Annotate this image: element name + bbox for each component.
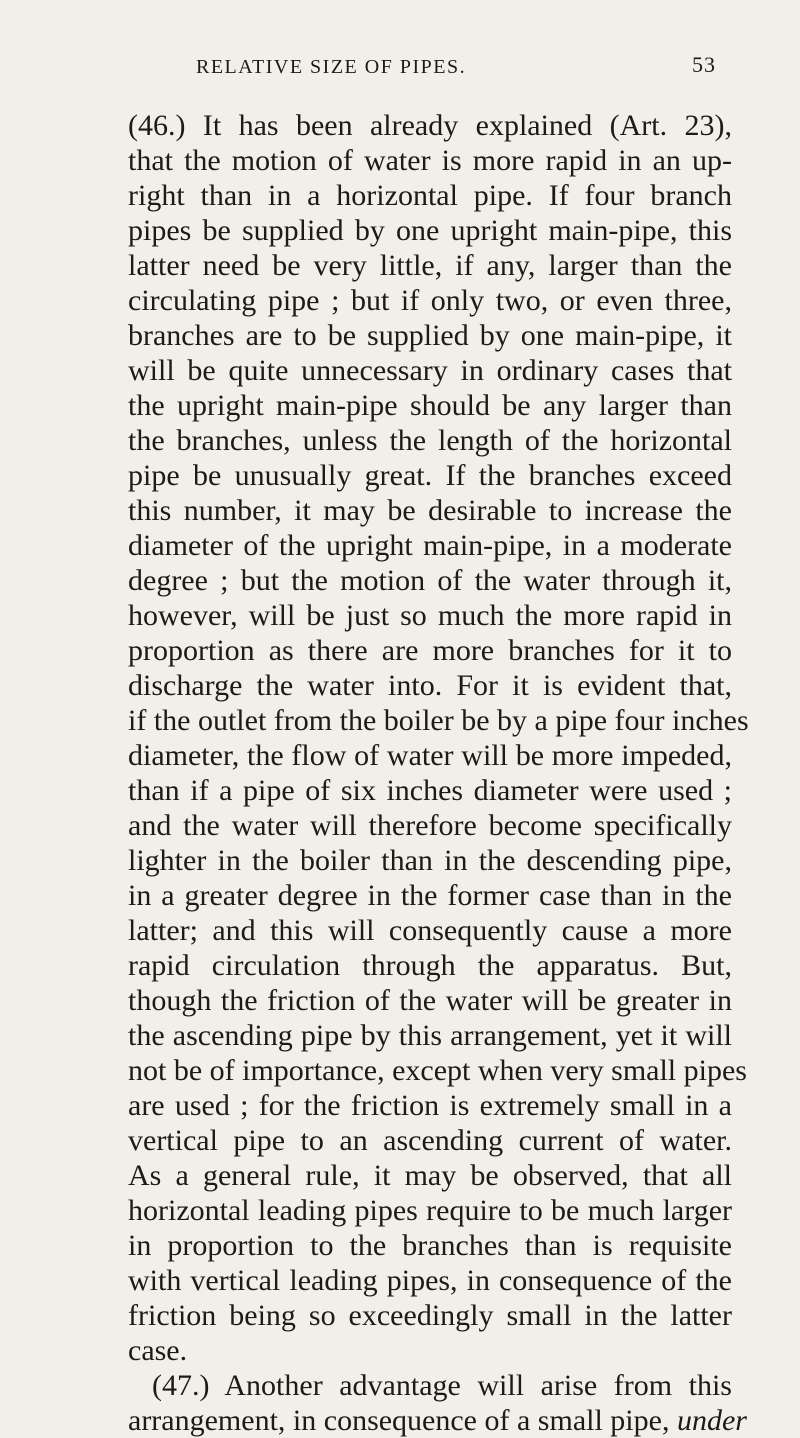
text-line: diameter, the flow of water will be more impeded, — [128, 739, 732, 772]
text-line: lighter in the boiler than in the descending pipe, — [128, 844, 732, 877]
text-line: friction being so exceedingly small in the latter — [128, 1299, 732, 1332]
text-line: latter; and this will consequently cause a more — [128, 914, 732, 947]
text-line: rapid circulation through the apparatus. But, — [128, 949, 732, 982]
text-line: the upright main-pipe should be any larger than — [128, 389, 732, 422]
text-line-with-italic — [128, 1403, 747, 1438]
text-line: than if a pipe of six inches diameter were used ; — [128, 774, 732, 807]
text-line: however, will be just so much the more rapid in — [128, 599, 732, 632]
text-line: discharge the water into. For it is evident that, — [128, 669, 732, 702]
text-line: pipes be supplied by one upright main-pipe, this — [128, 214, 732, 247]
text-line: vertical pipe to an ascending current of water. — [128, 1124, 732, 1157]
text-line: As a general rule, it may be observed, that all — [128, 1159, 732, 1192]
running-title: RELATIVE SIZE OF PIPES. — [196, 56, 467, 78]
text-line: horizontal leading pipes require to be much larger — [128, 1194, 732, 1227]
text-line: in a greater degree in the former case than in the — [128, 879, 732, 912]
text-line: with vertical leading pipes, in consequence of the — [128, 1264, 732, 1297]
text-line: (46.) It has been already explained (Art. 23), — [128, 109, 732, 142]
text-line: the ascending pipe by this arrangement, yet it will — [128, 1019, 732, 1052]
text-line: and the water will therefore become specifically — [128, 809, 732, 842]
text-line: branches are to be supplied by one main-pipe, it — [128, 319, 732, 352]
page-number: 53 — [692, 52, 716, 77]
text-line: latter need be very little, if any, larger than the — [128, 249, 732, 282]
body-text — [128, 108, 749, 1438]
text-line: circulating pipe ; but if only two, or even three, — [128, 284, 732, 317]
text-line: will be quite unnecessary in ordinary cases that — [128, 354, 732, 387]
text-line: case. — [128, 1334, 188, 1367]
page-header — [196, 52, 716, 82]
text-line: in proportion to the branches than is requisite — [128, 1229, 732, 1262]
text-line: the branches, unless the length of the horizontal — [128, 424, 732, 457]
text-line: not be of importance, except when very small pipes — [128, 1054, 747, 1087]
text-line: if the outlet from the boiler be by a pipe four inches — [128, 704, 749, 737]
text-line: proportion as there are more branches for it to — [128, 634, 732, 667]
text-line: are used ; for the friction is extremely small in a — [128, 1089, 732, 1122]
text-line: diameter of the upright main-pipe, in a moderate — [128, 529, 732, 562]
italic-word: under — [676, 1404, 747, 1437]
text-line: this number, it may be desirable to increase the — [128, 494, 732, 527]
text-line: (47.) Another advantage will arise from this — [152, 1369, 732, 1402]
text-line: right than in a horizontal pipe. If four branch — [128, 179, 732, 212]
text-line: pipe be unusually great. If the branches exceed — [128, 459, 732, 492]
text-line: though the friction of the water will be greater in — [128, 984, 732, 1017]
text-line: degree ; but the motion of the water through it, — [128, 564, 732, 597]
text-line-start: arrangement, in consequence of a small pipe, — [128, 1404, 670, 1437]
text-line: that the motion of water is more rapid in an up- — [128, 144, 732, 177]
